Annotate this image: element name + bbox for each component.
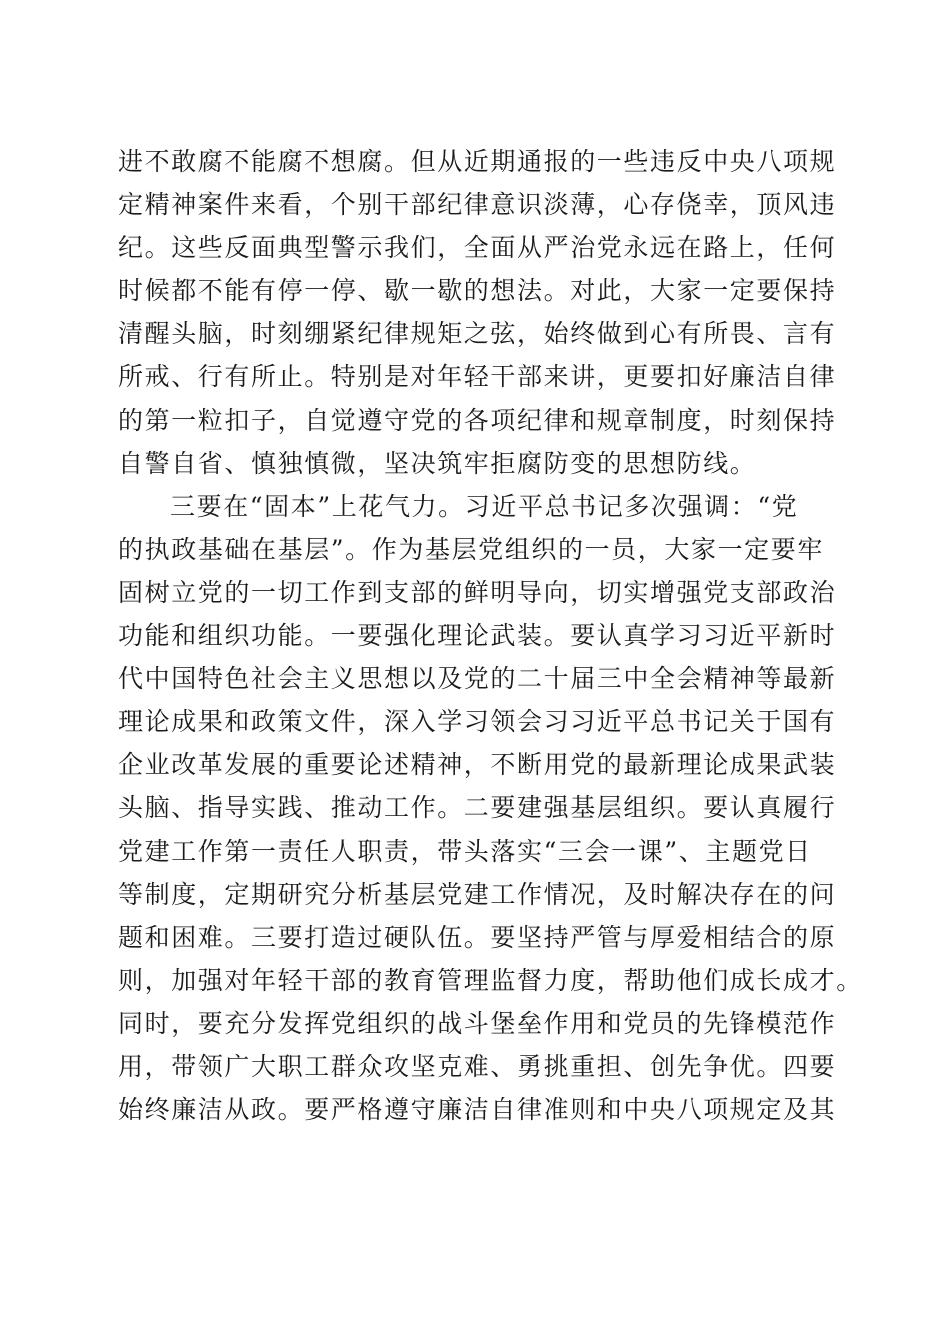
text-line: 所戒、行有所止。特别是对年轻干部来讲，更要扣好廉洁自律	[118, 362, 837, 392]
text-line: 代中国特色社会主义思想以及党的二十届三中全会精神等最新	[118, 664, 837, 694]
text-line: 时候都不能有停一停、歇一歇的想法。对此，大家一定要保持	[118, 276, 837, 306]
text-line: 的第一粒扣子，自觉遵守党的各项纪律和规章制度，时刻保持	[118, 405, 837, 435]
text-line: 自警自省、慎独慎微，坚决筑牢拒腐防变的思想防线。	[118, 448, 757, 478]
text-line: 头脑、指导实践、推动工作。二要建强基层组织。要认真履行	[118, 793, 837, 823]
text-line: 用，带领广大职工群众攻坚克难、勇挑重担、创先争优。四要	[118, 1051, 837, 1081]
text-line: 的执政基础在基层”。作为基层党组织的一员，大家一定要牢	[118, 534, 824, 564]
text-line: 定精神案件来看，个别干部纪律意识淡薄，心存侥幸，顶风违	[118, 190, 837, 220]
text-line: 党建工作第一责任人职责，带头落实“三会一课”、主题党日	[118, 836, 812, 866]
text-line: 等制度，定期研究分析基层党建工作情况，及时解决存在的问	[118, 879, 837, 909]
text-line: 进不敢腐不能腐不想腐。但从近期通报的一些违反中央八项规	[118, 147, 837, 176]
text-line: 则，加强对年轻干部的教育管理监督力度，帮助他们成长成才。	[118, 965, 863, 995]
text-line: 题和困难。三要打造过硬队伍。要坚持严管与厚爱相结合的原	[118, 922, 837, 952]
body-text	[118, 140, 863, 1131]
text-line: 功能和组织功能。一要强化理论武装。要认真学习习近平新时	[118, 621, 837, 651]
text-line: 始终廉洁从政。要严格遵守廉洁自律准则和中央八项规定及其	[118, 1095, 837, 1125]
text-line: 固树立党的一切工作到支部的鲜明导向，切实增强党支部政治	[118, 577, 837, 607]
text-line: 清醒头脑，时刻绷紧纪律规矩之弦，始终做到心有所畏、言有	[118, 319, 837, 349]
paragraph-start-line: 三要在“固本”上花气力。习近平总书记多次强调：“党	[170, 491, 799, 521]
text-line: 纪。这些反面典型警示我们，全面从严治党永远在路上，任何	[118, 233, 837, 263]
text-line: 同时，要充分发挥党组织的战斗堡垒作用和党员的先锋模范作	[118, 1008, 837, 1038]
text-line: 理论成果和政策文件，深入学习领会习习近平总书记关于国有	[118, 707, 837, 737]
text-line: 企业改革发展的重要论述精神，不断用党的最新理论成果武装	[118, 750, 837, 780]
